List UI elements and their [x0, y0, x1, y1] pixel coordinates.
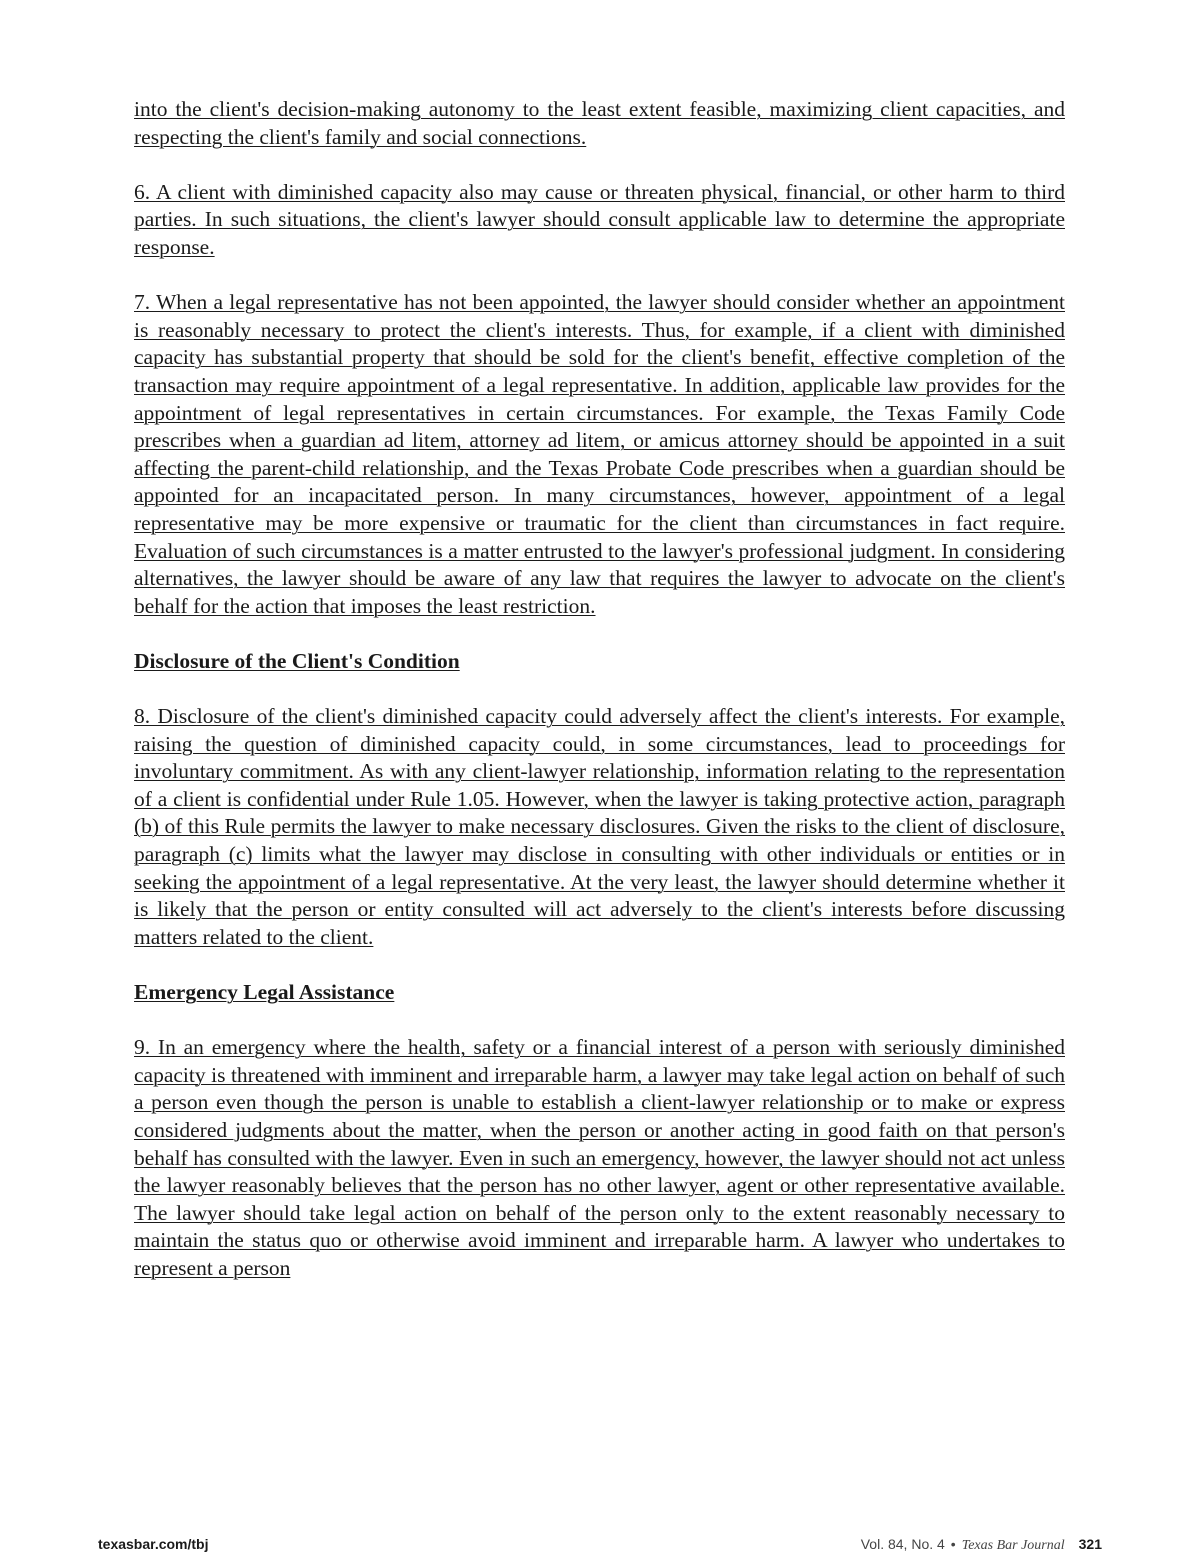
- footer-bullet: •: [950, 1536, 956, 1552]
- footer-volume: Vol. 84, No. 4: [860, 1536, 945, 1552]
- footer-journal-title: Texas Bar Journal: [961, 1538, 1065, 1553]
- section-heading-emergency: Emergency Legal Assistance: [134, 980, 395, 1004]
- footer-publication-info: [861, 1536, 1102, 1554]
- paragraph-7: 7. When a legal representative has not been appointed, the lawyer should consider whether an appointment is reasonably necessary to protect the client's interests. Thus, for example, if a client with diminished capacity has substantial property that should be sold for the client's benefit, effective completion of the transaction may require appointment of a legal representative. In addition, applicable law provides for the appointment of legal representatives in certain circumstances. For example, the Texas Family Code prescribes when a guardian ad litem, attorney ad litem, or amicus attorney should be appointed in a suit affecting the parent-child relationship, and the Texas Probate Code prescribes when a guardian should be appointed for an incapacitated person. In many circumstances, however, appointment of a legal representative may be more expensive or traumatic for the client than circumstances in fact require. Evaluation of such circumstances is a matter entrusted to the lawyer's professional judgment. In considering alternatives, the lawyer should be aware of any law that requires the lawyer to advocate on the client's behalf for the action that imposes the least restriction.: [134, 290, 1065, 618]
- paragraph-continuation: into the client's decision-making autonomy to the least extent feasible, maximizing client capacities, and respecting the client's family and social connections.: [134, 97, 1065, 149]
- paragraph-8: 8. Disclosure of the client's diminished capacity could adversely affect the client's interests. For example, raising the question of diminished capacity could, in some circumstances, lead to proceedings for involuntary commitment. As with any client-lawyer relationship, information relating to the representation of a client is confidential under Rule 1.05. However, when the lawyer is taking protective action, paragraph (b) of this Rule permits the lawyer to make necessary disclosures. Given the risks to the client of disclosure, paragraph (c) limits what the lawyer may disclose in consulting with other individuals or entities or in seeking the appointment of a legal representative. At the very least, the lawyer should determine whether it is likely that the person or entity consulted will act adversely to the client's interests before discussing matters related to the client.: [134, 704, 1065, 949]
- paragraph-9: 9. In an emergency where the health, safety or a financial interest of a person with seriously diminished capacity is threatened with imminent and irreparable harm, a lawyer may take legal action on behalf of such a person even though the person is unable to establish a client-lawyer relationship or to make or express considered judgments about the matter, when the person or another acting in good faith on that person's behalf has consulted with the lawyer. Even in such an emergency, however, the lawyer should not act unless the lawyer reasonably believes that the person has no other lawyer, agent or other representative available. The lawyer should take legal action on behalf of the person only to the extent reasonably necessary to maintain the status quo or otherwise avoid imminent and irreparable harm. A lawyer who undertakes to represent a person: [134, 1035, 1065, 1280]
- page-footer: [0, 1536, 1200, 1556]
- page-number: 321: [1078, 1536, 1102, 1552]
- document-body: [134, 96, 1065, 1310]
- paragraph-6: 6. A client with diminished capacity also may cause or threaten physical, financial, or other harm to third parties. In such situations, the client's lawyer should consult applicable law to determine the appropriate response.: [134, 179, 1065, 259]
- footer-website: texasbar.com/tbj: [98, 1536, 209, 1552]
- section-heading-disclosure: Disclosure of the Client's Condition: [134, 648, 460, 673]
